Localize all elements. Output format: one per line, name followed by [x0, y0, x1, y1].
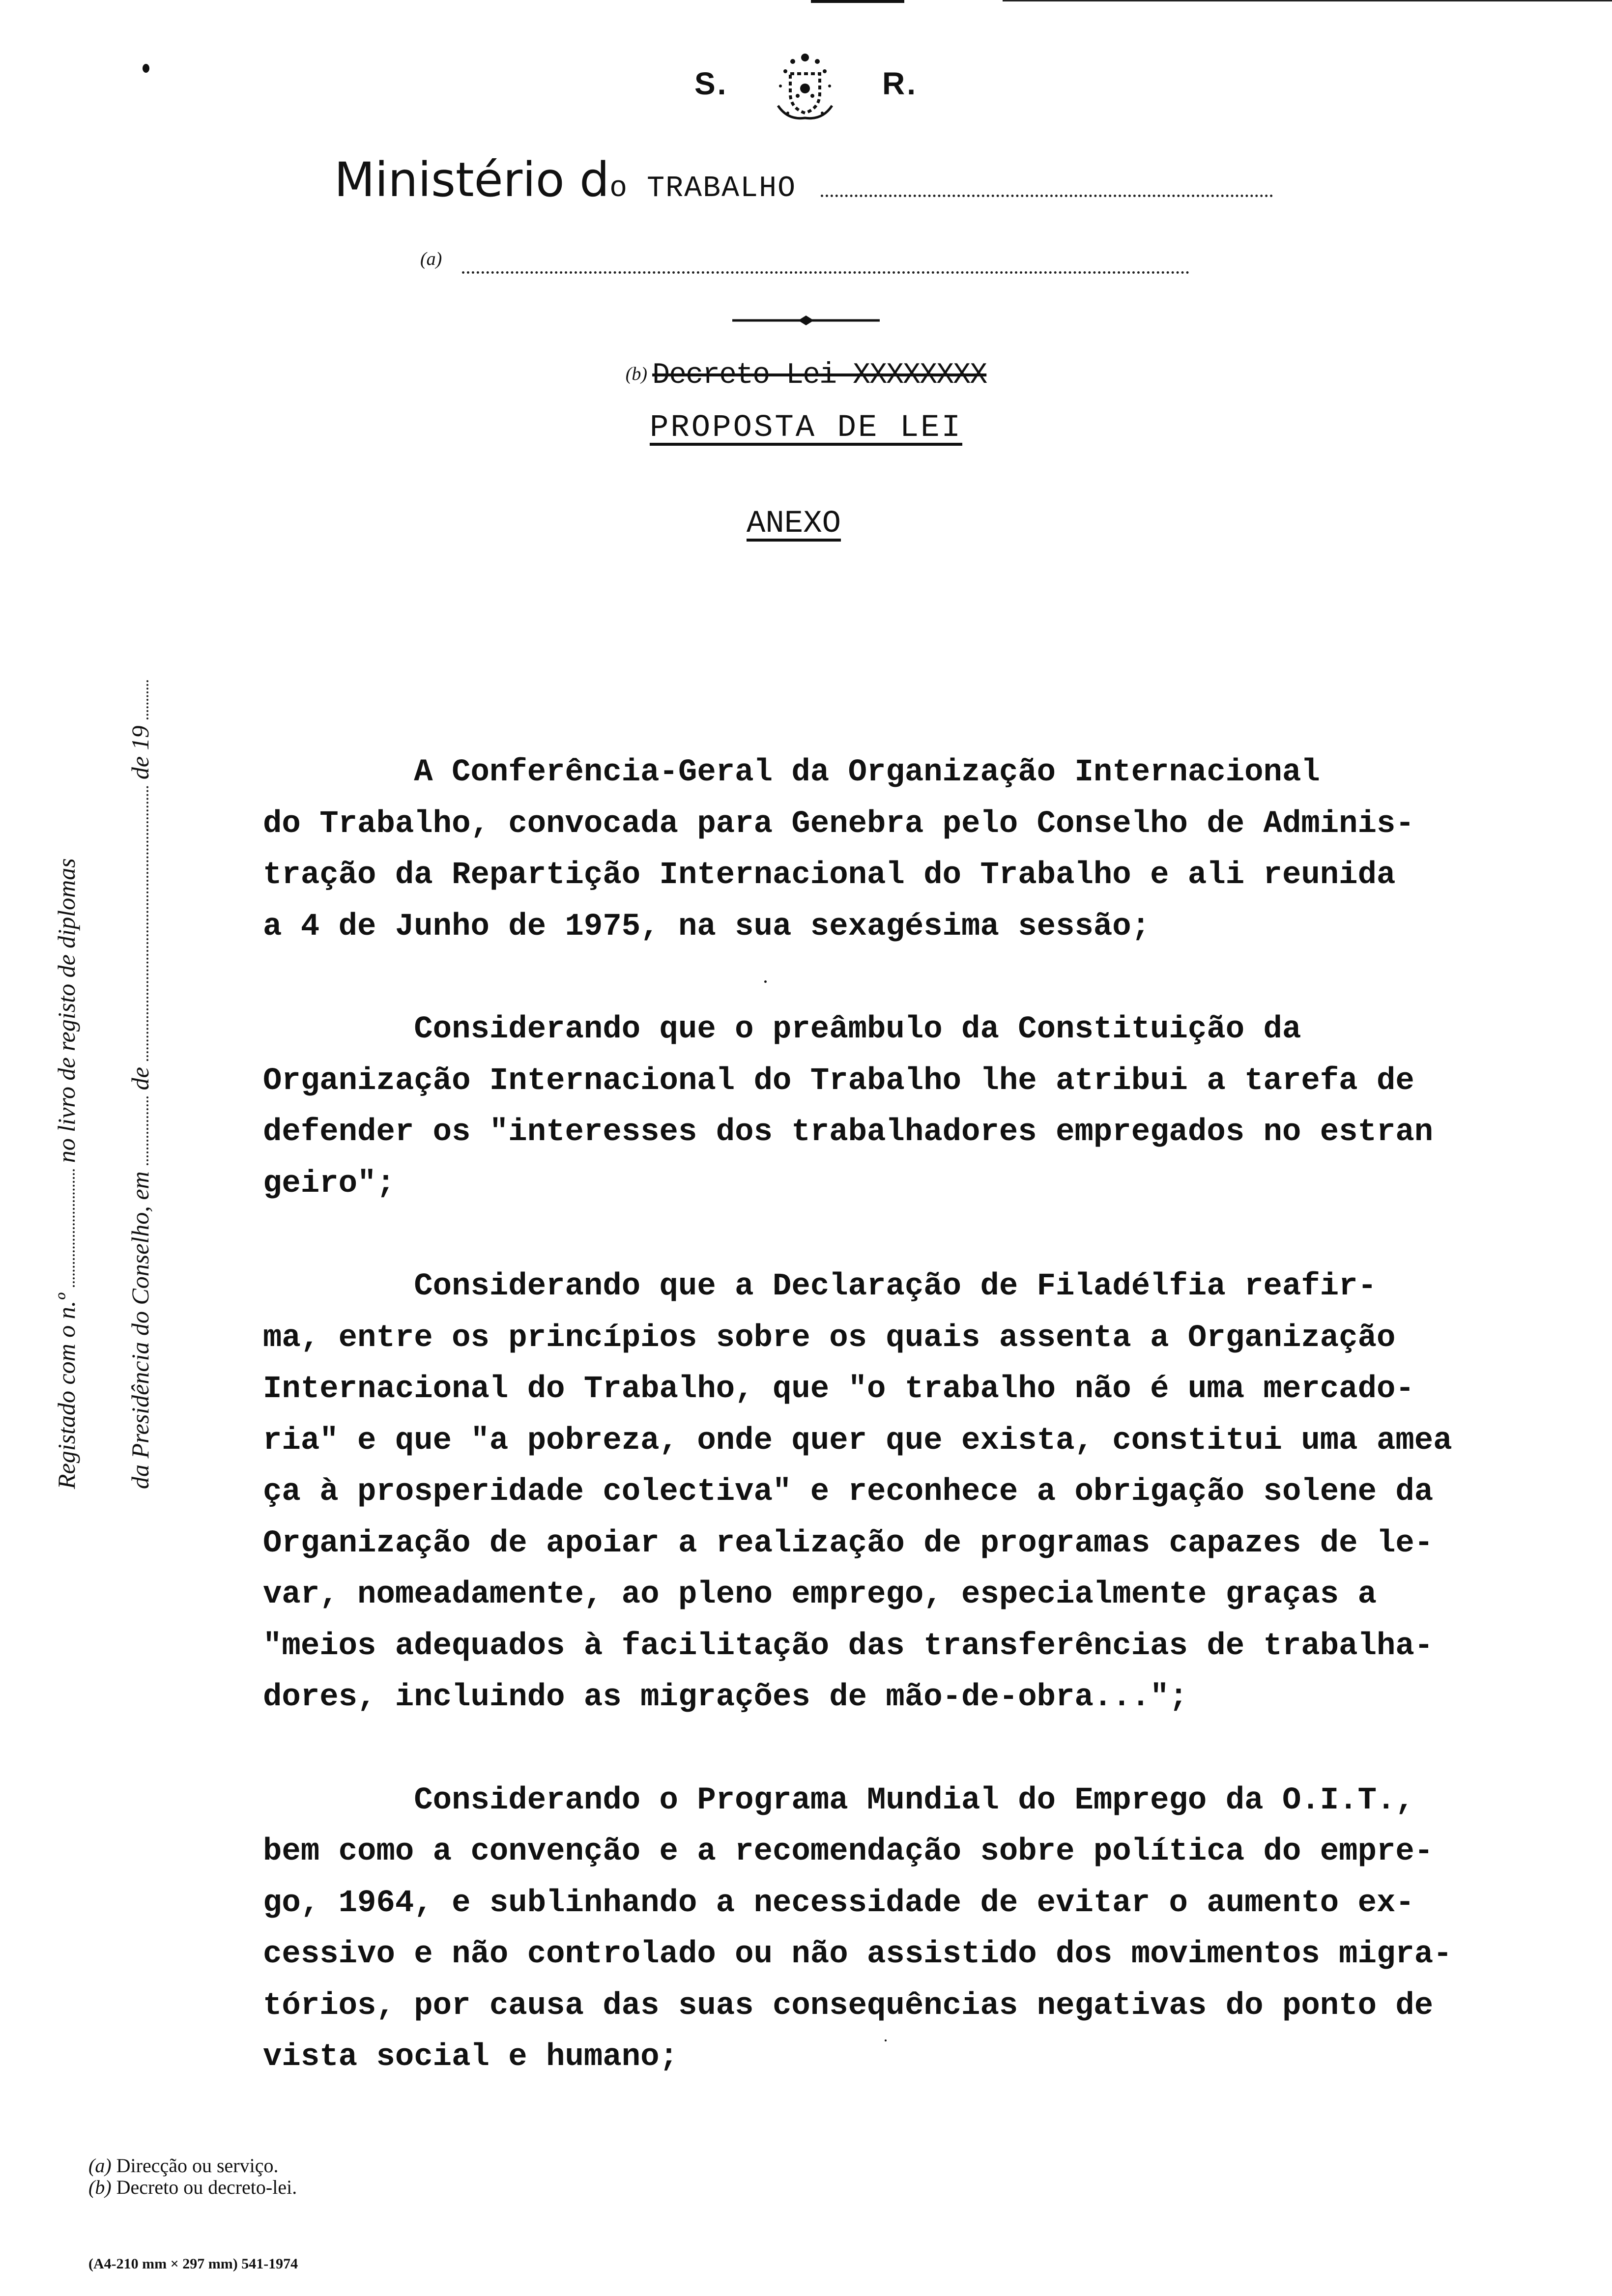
coat-of-arms-emblem — [758, 47, 852, 125]
body-line: vista social e humano; — [263, 2039, 678, 2075]
body-line: bem como a convenção e a recomendação sobre política do empre- — [263, 1834, 1434, 1869]
paragraph-2 — [263, 1004, 1551, 1209]
margin-note-line-2: da Presidência do Conselho, em de de 19 — [103, 555, 177, 1489]
decree-line — [0, 359, 1612, 392]
paragraph-1 — [263, 747, 1551, 952]
footnotes — [88, 2155, 297, 2198]
body-line: A Conferência-Geral da Organização Internacional — [263, 755, 1320, 790]
body-line: defender os "interesses dos trabalhadores empregados no estran — [263, 1115, 1434, 1150]
body-line: a 4 de Junho de 1975, na sua sexagésima sessão; — [263, 909, 1151, 945]
margin-note-line-1: Registado com o n.º no livro de registo de diplomas — [53, 858, 80, 1489]
body-line: Organização de apoiar a realização de programas capazes de le- — [263, 1525, 1434, 1561]
body-line: Considerando que a Declaração de Filadélfia reafir- — [263, 1269, 1377, 1304]
body-line: tração da Repartição Internacional do Trabalho e ali reunida — [263, 858, 1396, 893]
body-line: tórios, por causa das suas consequências negativas do ponto de — [263, 1988, 1434, 2024]
ministry-department: o TRABALHO — [609, 172, 797, 205]
decree-label: (b) — [625, 363, 648, 384]
ministry-prefix: Ministério d — [334, 152, 610, 207]
document-body — [263, 747, 1551, 2135]
paragraph-4 — [263, 1775, 1551, 2083]
body-line: cessivo e não controlado ou não assistido dos movimentos migra- — [263, 1937, 1452, 1972]
document-type: PROPOSTA DE LEI — [649, 410, 963, 446]
field-a-label: (a) — [420, 249, 442, 269]
paragraph-3 — [263, 1261, 1551, 1723]
decree-struck-text: Decreto-Lei XXXXXXXX — [652, 359, 987, 392]
body-line: Considerando que o preâmbulo da Constituição da — [263, 1012, 1301, 1047]
body-line: dores, incluindo as migrações de mão-de-obra..."; — [263, 1680, 1188, 1715]
top-edge-line — [1003, 0, 1612, 1]
body-line: ma, entre os princípios sobre os quais assenta a Organização — [263, 1320, 1396, 1356]
divider-ornament — [732, 315, 880, 326]
body-line: ria" e que "a pobreza, onde quer que exista, constitui uma amea — [263, 1423, 1452, 1459]
body-line: Internacional do Trabalho, que "o trabalho não é uma mercado- — [263, 1372, 1414, 1407]
field-a-fill-line — [462, 271, 1189, 274]
top-edge-mark — [811, 0, 904, 3]
letterhead-left-letter: S. — [694, 65, 728, 101]
letterhead — [0, 47, 1612, 125]
form-print-code: (A4-210 mm × 297 mm) 541-1974 — [88, 2256, 298, 2272]
ministry-fill-line — [821, 195, 1273, 197]
annex-title: ANEXO — [746, 506, 841, 542]
body-line: ça à prosperidade colectiva" e reconhece a obrigação solene da — [263, 1474, 1434, 1510]
body-line: Considerando o Programa Mundial do Emprego da O.I.T., — [263, 1782, 1414, 1818]
ink-speck — [764, 980, 767, 983]
ministry-heading — [334, 152, 796, 207]
body-line: var, nomeadamente, ao pleno emprego, especialmente graças a — [263, 1577, 1377, 1612]
body-line: geiro"; — [263, 1166, 395, 1202]
body-line: "meios adequados à facilitação das transferências de trabalha- — [263, 1628, 1434, 1664]
body-line: go, 1964, e sublinhando a necessidade de evitar o aumento ex- — [263, 1885, 1414, 1921]
footnote-b: (b) Decreto ou decreto-lei. — [88, 2176, 297, 2198]
registration-margin-note — [29, 555, 177, 1489]
ink-speck — [143, 64, 149, 73]
ink-speck — [885, 2039, 887, 2041]
body-line: do Trabalho, convocada para Genebra pelo Conselho de Adminis- — [263, 806, 1414, 842]
letterhead-right-letter: R. — [882, 65, 918, 101]
body-line: Organização Internacional do Trabalho lhe atribui a tarefa de — [263, 1063, 1414, 1099]
footnote-a: (a) Direcção ou serviço. — [88, 2154, 279, 2177]
